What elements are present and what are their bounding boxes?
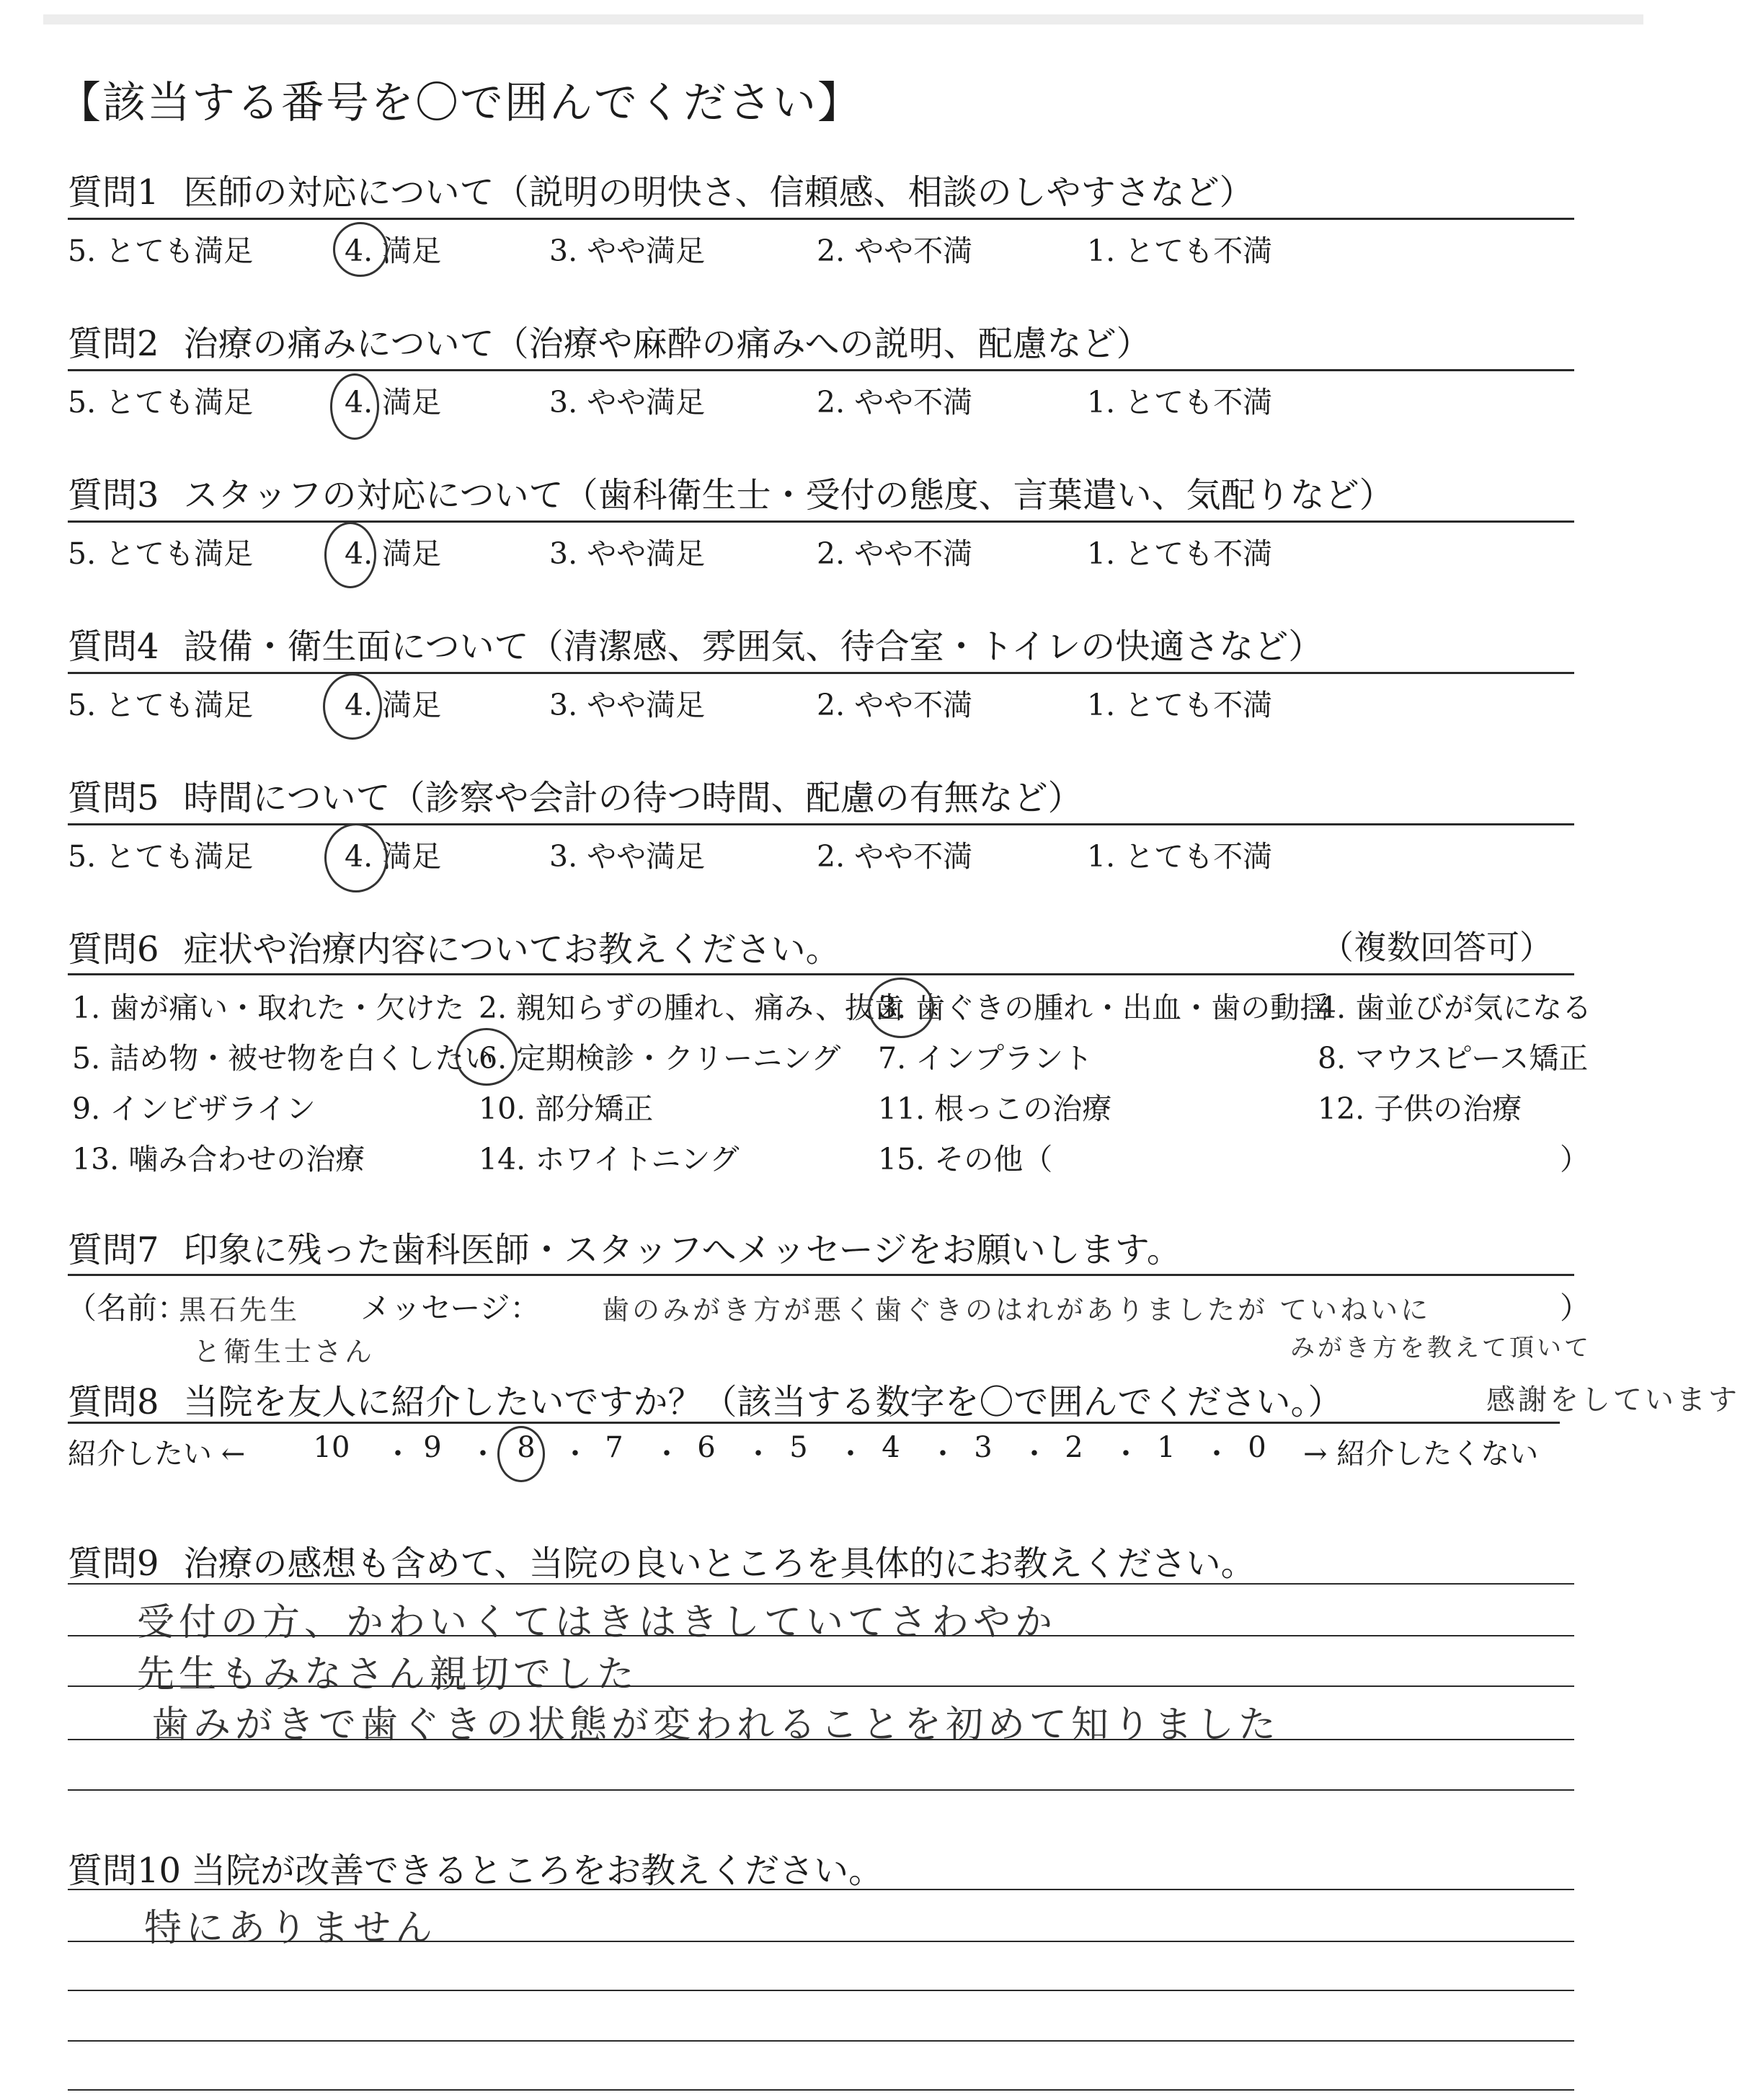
q7-handwritten-name-2: と衛生士さん [193,1336,376,1368]
q2-option-3[interactable]: 3. やや満足 [549,385,706,420]
answer-line [68,1685,1574,1687]
question-text: スタッフの対応について（歯科衛生士・受付の態度、言葉遣い、気配りなど） [183,475,1394,515]
question-text: 設備・衛生面について（清潔感、雰囲気、待合室・トイレの快適さなど） [183,626,1323,667]
q6-option-1[interactable]: 1. 歯が痛い・取れた・欠けた [72,991,465,1025]
answer-line [68,1635,1574,1636]
divider [68,823,1574,825]
q4-option-3[interactable]: 3. やや満足 [549,688,706,722]
q8-separator: ・ [561,1437,590,1471]
question-number: 質問6 [68,929,159,970]
question-text: 当院が改善できるところをお教えください。 [191,1851,884,1891]
question-7 [68,1222,1181,1272]
multiple-answer-note: （複数回答可） [1320,928,1553,967]
answer-line [68,2040,1574,2042]
q7-handwritten-name: 黒石先生 [179,1294,301,1326]
q1-option-3[interactable]: 3. やや満足 [549,234,706,268]
q6-selection-circle [868,978,934,1038]
q8-right-label: → 紹介したくない [1303,1437,1539,1471]
q5-option-4[interactable]: 4. 満足 [345,839,442,874]
q8-separator: ・ [836,1437,865,1471]
question-3 [68,467,1394,517]
q5-option-3[interactable]: 3. やや満足 [549,839,706,874]
q8-scale-7[interactable]: 7 [605,1431,623,1464]
divider [68,1422,1560,1424]
q8-selection-circle [497,1426,545,1482]
q8-scale-3[interactable]: 3 [974,1431,993,1464]
question-number: 質問7 [68,1230,159,1270]
question-text: 治療の感想も含めて、当院の良いところを具体的にお教えください。 [183,1543,1256,1584]
q6-option-8[interactable]: 8. マウスピース矯正 [1318,1041,1589,1076]
q7-handwritten-message-2: みがき方を教えて頂いて [1290,1334,1592,1363]
q8-separator: ・ [1020,1437,1049,1471]
question-number: 質問5 [68,778,159,818]
q8-separator: ・ [928,1437,957,1471]
q6-option-2[interactable]: 2. 親知らずの腫れ、痛み、抜歯 [479,991,905,1025]
q1-option-5[interactable]: 5. とても満足 [68,234,254,268]
question-text: 症状や治療内容についてお教えください。 [183,929,840,970]
q8-scale-0[interactable]: 0 [1248,1431,1266,1464]
q3-option-4[interactable]: 4. 満足 [345,536,442,571]
q8-separator: ・ [744,1437,773,1471]
q8-scale-8[interactable]: 8 [517,1431,536,1464]
question-8 [68,1374,1343,1424]
q3-option-5[interactable]: 5. とても満足 [68,536,254,571]
q7-message-label: メッセージ： [360,1290,541,1326]
question-4 [68,619,1323,668]
q7-handwritten-message-3: 感謝をしています [1486,1383,1740,1417]
question-number: 質問10 [68,1851,182,1891]
q8-separator: ・ [469,1437,497,1471]
q8-scale-2[interactable]: 2 [1065,1431,1083,1464]
q2-option-4[interactable]: 4. 満足 [345,385,442,420]
q8-scale-5[interactable]: 5 [789,1431,808,1464]
q6-option-11[interactable]: 11. 根っこの治療 [878,1091,1112,1126]
answer-line [68,1889,1574,1890]
question-10 [68,1843,883,1892]
q8-scale-10[interactable]: 10 [313,1431,350,1464]
divider [68,369,1574,371]
q2-option-2[interactable]: 2. やや不満 [817,385,973,420]
q1-option-4[interactable]: 4. 満足 [345,234,442,268]
q8-left-label: 紹介したい ← [68,1437,246,1471]
answer-line [68,1739,1574,1740]
q1-selection-circle [333,222,388,277]
q4-option-2[interactable]: 2. やや不満 [817,688,973,722]
q6-selection-circle [456,1028,518,1086]
question-number: 質問8 [68,1382,159,1422]
q1-option-2[interactable]: 2. やや不満 [817,234,973,268]
question-number: 質問3 [68,475,159,515]
q7-handwritten-message: 歯のみがき方が悪く歯ぐきのはれがありましたが ていねいに [602,1294,1431,1326]
answer-line [68,2089,1574,2091]
question-text: 治療の痛みについて（治療や麻酔の痛みへの説明、配慮など） [183,324,1151,364]
divider [68,218,1574,220]
q6-option-7[interactable]: 7. インプラント [878,1041,1093,1076]
q7-name-label: （名前： [66,1290,188,1326]
answer-line [68,1583,1574,1585]
question-9 [68,1536,1256,1585]
q9-answer-line-2[interactable]: 先生もみなさん親切でした [137,1653,639,1696]
q8-separator: ・ [1202,1437,1231,1471]
q6-option-3[interactable]: 3. 歯ぐきの腫れ・出血・歯の動揺 [878,991,1330,1025]
q8-scale-4[interactable]: 4 [882,1431,900,1464]
question-number: 質問1 [68,172,159,213]
q6-option-12[interactable]: 12. 子供の治療 [1318,1091,1522,1126]
question-number: 質問9 [68,1543,159,1584]
q8-separator: ・ [1111,1437,1140,1471]
q7-close-paren: ） [1560,1290,1591,1326]
q4-option-4[interactable]: 4. 満足 [345,688,442,722]
q6-option-6[interactable]: 6. 定期検診・クリーニング [479,1041,841,1076]
q8-separator: ・ [383,1437,412,1471]
top-edge [43,14,1643,25]
q5-option-1[interactable]: 1. とても不満 [1087,839,1273,874]
q6-option-4[interactable]: 4. 歯並びが気になる [1318,991,1592,1025]
question-text: 当院を友人に紹介したいですか？（該当する数字を〇で囲んでください。） [183,1382,1343,1422]
q5-option-5[interactable]: 5. とても満足 [68,839,254,874]
q5-option-2[interactable]: 2. やや不満 [817,839,973,874]
q9-answer-line-1[interactable]: 受付の方、かわいくてはきはきしていてさわやか [137,1601,1057,1644]
q4-selection-circle [323,673,382,740]
q6-other-close-paren: ） [1560,1142,1589,1177]
divider [68,520,1574,523]
question-1 [68,164,1254,214]
q4-option-5[interactable]: 5. とても満足 [68,688,254,722]
question-6 [68,921,840,971]
q4-option-1[interactable]: 1. とても不満 [1087,688,1273,722]
question-5 [68,770,1083,820]
divider [68,1274,1574,1276]
q8-scale-9[interactable]: 9 [423,1431,442,1464]
q6-option-14[interactable]: 14. ホワイトニング [479,1142,740,1177]
q8-separator: ・ [652,1437,681,1471]
q3-selection-circle [324,522,376,588]
q2-option-1[interactable]: 1. とても不満 [1087,385,1273,420]
q8-scale-1[interactable]: 1 [1157,1431,1176,1464]
question-number: 質問4 [68,626,159,667]
q1-option-1[interactable]: 1. とても不満 [1087,234,1273,268]
q5-selection-circle [324,823,388,892]
q9-answer-line-3[interactable]: 歯みがきで歯ぐきの状態が変われることを初めて知りました [151,1704,1281,1747]
q10-answer-line-1[interactable]: 特にありません [144,1907,438,1950]
q8-scale-6[interactable]: 6 [697,1431,716,1464]
q2-selection-circle [330,373,379,440]
q6-option-5[interactable]: 5. 詰め物・被せ物を白くしたい [72,1041,494,1076]
answer-line [68,1789,1574,1791]
q6-option-13[interactable]: 13. 噛み合わせの治療 [72,1142,365,1177]
q2-option-5[interactable]: 5. とても満足 [68,385,254,420]
answer-line [68,1990,1574,1991]
question-text: 医師の対応について（説明の明快さ、信頼感、相談のしやすさなど） [183,172,1254,213]
form-heading: 【該当する番号を〇で囲んでください】 [58,78,862,128]
q3-option-1[interactable]: 1. とても不満 [1087,536,1273,571]
q6-option-15[interactable]: 15. その他（ [878,1142,1053,1177]
answer-line [68,1941,1574,1942]
question-text: 時間について（診察や会計の待つ時間、配慮の有無など） [183,778,1083,818]
question-2 [68,316,1151,365]
q3-option-3[interactable]: 3. やや満足 [549,536,706,571]
divider [68,672,1574,674]
q6-option-9[interactable]: 9. インビザライン [72,1091,316,1126]
q3-option-2[interactable]: 2. やや不満 [817,536,973,571]
q6-option-10[interactable]: 10. 部分矯正 [479,1091,654,1126]
question-number: 質問2 [68,324,159,364]
question-text: 印象に残った歯科医師・スタッフへメッセージをお願いします。 [183,1230,1181,1270]
divider [68,973,1574,975]
